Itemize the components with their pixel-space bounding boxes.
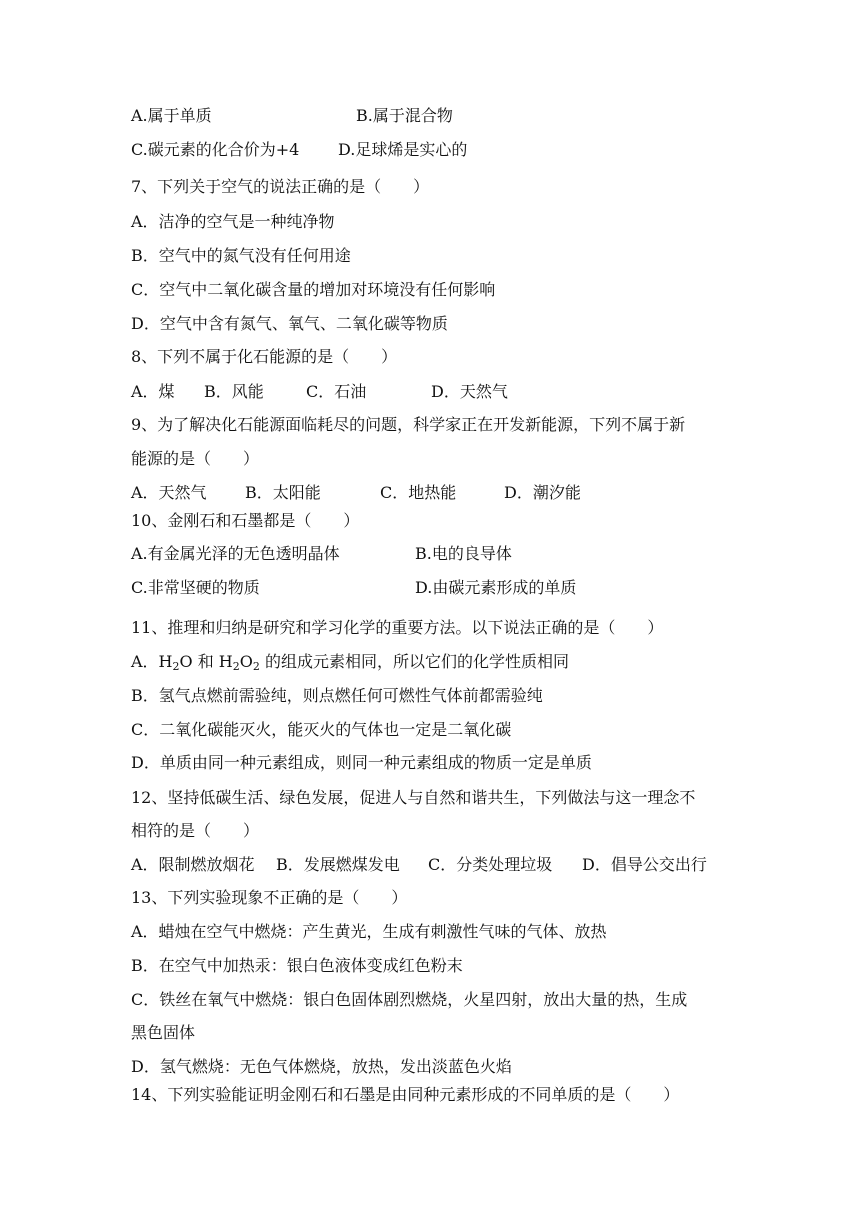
q7-stem: 7、下列关于空气的说法正确的是（ ） (131, 177, 430, 196)
q9-stem-line1: 9、为了解决化石能源面临耗尽的问题，科学家正在开发新能源，下列不属于新 (131, 415, 686, 434)
q11-option-a-mid1: O 和 H (179, 652, 233, 671)
q13-option-d: D．氢气燃烧：无色气体燃烧，放热，发出淡蓝色火焰 (131, 1057, 512, 1076)
q8-option-b: B．风能 (204, 382, 264, 401)
q6-option-c: C.碳元素的化合价为+4 (131, 140, 300, 159)
q8-option-c: C．石油 (306, 382, 367, 401)
subscript: 2 (252, 660, 260, 673)
q11-option-a-mid2: O (239, 652, 253, 671)
q6-option-b: B.属于混合物 (356, 106, 453, 125)
q9-option-a: A．天然气 (131, 483, 207, 502)
q13-stem: 13、下列实验现象不正确的是（ ） (131, 888, 408, 907)
q11-option-d: D．单质由同一种元素组成，则同一种元素组成的物质一定是单质 (131, 753, 592, 772)
q10-stem: 10、金刚石和石墨都是（ ） (131, 511, 360, 530)
subscript: 2 (232, 660, 240, 673)
q13-option-a: A．蜡烛在空气中燃烧：产生黄光，生成有刺激性气味的气体、放热 (131, 922, 607, 941)
q12-stem-line1: 12、坚持低碳生活、绿色发展，促进人与自然和谐共生，下列做法与这一理念不 (131, 788, 696, 807)
q6-option-a: A.属于单质 (131, 106, 212, 125)
q11-option-a-prefix: A．H (131, 652, 173, 671)
q7-option-d: D．空气中含有氮气、氧气、二氧化碳等物质 (131, 314, 448, 333)
q12-option-b: B．发展燃煤发电 (276, 855, 400, 874)
q6-option-d: D.足球烯是实心的 (338, 140, 468, 159)
q13-option-c-line2: 黑色固体 (131, 1023, 196, 1042)
q9-option-b: B．太阳能 (245, 483, 321, 502)
q12-stem-line2: 相符的是（ ） (131, 821, 260, 840)
q10-option-a: A.有金属光泽的无色透明晶体 (131, 544, 340, 563)
q10-option-b: B.电的良导体 (415, 544, 512, 563)
q9-option-d: D．潮汐能 (504, 483, 581, 502)
q8-option-d: D．天然气 (431, 382, 508, 401)
q11-option-c: C．二氧化碳能灭火，能灭火的气体也一定是二氧化碳 (131, 720, 512, 739)
q13-option-c-line1: C．铁丝在氧气中燃烧：银白色固体剧烈燃烧，火星四射，放出大量的热，生成 (131, 990, 688, 1009)
q11-option-b: B．氢气点燃前需验纯，则点燃任何可燃性气体前都需验纯 (131, 686, 543, 705)
q12-option-c: C．分类处理垃圾 (428, 855, 553, 874)
q11-option-a-suffix: 的组成元素相同，所以它们的化学性质相同 (259, 652, 569, 671)
q14-stem: 14、下列实验能证明金刚石和石墨是由同种元素形成的不同单质的是（ ） (131, 1085, 680, 1104)
q13-option-b: B．在空气中加热汞：银白色液体变成红色粉末 (131, 956, 463, 975)
q9-option-c: C．地热能 (380, 483, 457, 502)
q10-option-d: D.由碳元素形成的单质 (415, 578, 577, 597)
q12-option-d: D．倡导公交出行 (582, 855, 707, 874)
q7-option-a: A．洁净的空气是一种纯净物 (131, 212, 335, 231)
subscript: 2 (172, 660, 180, 673)
q7-option-c: C．空气中二氧化碳含量的增加对环境没有任何影响 (131, 280, 496, 299)
q8-stem: 8、下列不属于化石能源的是（ ） (131, 347, 398, 366)
q7-option-b: B．空气中的氮气没有任何用途 (131, 246, 351, 265)
q11-option-a (131, 651, 569, 673)
q12-option-a: A．限制燃放烟花 (131, 855, 255, 874)
q9-stem-line2: 能源的是（ ） (131, 449, 260, 468)
q8-option-a: A．煤 (131, 382, 175, 401)
q11-stem: 11、推理和归纳是研究和学习化学的重要方法。以下说法正确的是（ ） (131, 618, 664, 637)
q10-option-c: C.非常坚硬的物质 (131, 578, 260, 597)
